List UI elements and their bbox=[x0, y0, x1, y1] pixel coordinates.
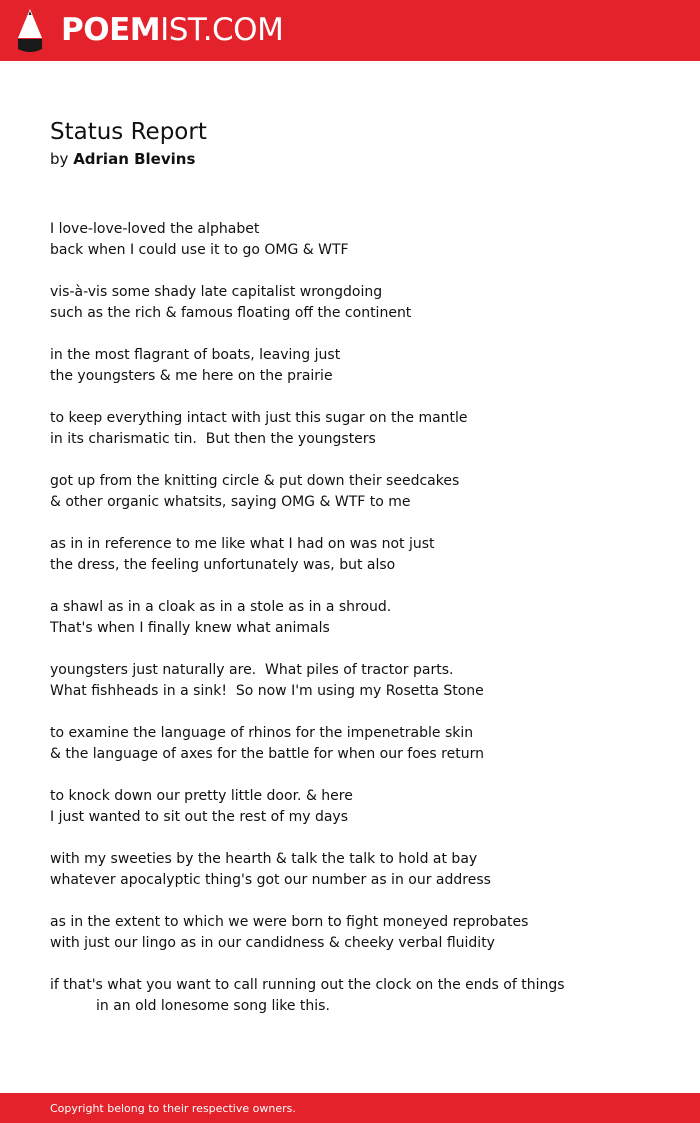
site-footer bbox=[0, 1093, 700, 1123]
poem-line: with my sweeties by the hearth & talk the talk to hold at bay bbox=[50, 851, 478, 867]
poem-line: youngsters just naturally are. What piles of tractor parts. bbox=[50, 662, 454, 678]
by-label: by bbox=[50, 150, 69, 168]
stanza bbox=[50, 471, 670, 513]
poem-body bbox=[50, 219, 670, 1038]
poem-line: whatever apocalyptic thing's got our number as in our address bbox=[50, 872, 491, 888]
site-logo[interactable] bbox=[61, 11, 283, 49]
logo-text-light: IST.COM bbox=[160, 12, 284, 48]
site-header bbox=[0, 0, 700, 61]
stanza bbox=[50, 912, 670, 954]
poem-line: if that's what you want to call running out the clock on the ends of things bbox=[50, 977, 565, 993]
logo-text-bold: POEM bbox=[61, 12, 161, 48]
poem-line: back when I could use it to go OMG & WTF bbox=[50, 242, 349, 258]
stanza bbox=[50, 408, 670, 450]
poem-line: to examine the language of rhinos for the impenetrable skin bbox=[50, 725, 474, 741]
poem-line: a shawl as in a cloak as in a stole as in a shroud. bbox=[50, 599, 392, 615]
author-name: Adrian Blevins bbox=[73, 150, 196, 168]
poem-line: vis-à-vis some shady late capitalist wrongdoing bbox=[50, 284, 383, 300]
poem-line: as in the extent to which we were born to fight moneyed reprobates bbox=[50, 914, 529, 930]
poem-line: in its charismatic tin. But then the youngsters bbox=[50, 431, 376, 447]
poem-line: I just wanted to sit out the rest of my days bbox=[50, 809, 349, 825]
poem-line: in the most flagrant of boats, leaving just bbox=[50, 347, 341, 363]
poem-line: with just our lingo as in our candidness & cheeky verbal fluidity bbox=[50, 935, 495, 951]
poem-line: the youngsters & me here on the prairie bbox=[50, 368, 333, 384]
stanza bbox=[50, 723, 670, 765]
poem-line: in an old lonesome song like this. bbox=[96, 998, 330, 1014]
poem-line: to keep everything intact with just this sugar on the mantle bbox=[50, 410, 468, 426]
stanza bbox=[50, 597, 670, 639]
poem-line: such as the rich & famous floating off the continent bbox=[50, 305, 412, 321]
poem-line: That's when I finally knew what animals bbox=[50, 620, 330, 636]
poem-title: Status Report bbox=[50, 119, 207, 145]
stanza bbox=[50, 282, 670, 324]
poem-line: What fishheads in a sink! So now I'm using my Rosetta Stone bbox=[50, 683, 484, 699]
stanza bbox=[50, 786, 670, 828]
poem-line: I love-love-loved the alphabet bbox=[50, 221, 260, 237]
poem-line: the dress, the feeling unfortunately was, but also bbox=[50, 557, 396, 573]
poem-line: to knock down our pretty little door. & here bbox=[50, 788, 353, 804]
stanza bbox=[50, 219, 670, 261]
poem-line: as in in reference to me like what I had on was not just bbox=[50, 536, 435, 552]
poem-line: got up from the knitting circle & put down their seedcakes bbox=[50, 473, 460, 489]
stanza bbox=[50, 849, 670, 891]
stanza bbox=[50, 975, 670, 1017]
poem-line: & the language of axes for the battle for when our foes return bbox=[50, 746, 484, 762]
stanza bbox=[50, 345, 670, 387]
pencil-logo-icon[interactable] bbox=[17, 9, 43, 52]
stanza bbox=[50, 660, 670, 702]
stanza bbox=[50, 534, 670, 576]
byline bbox=[50, 149, 195, 169]
copyright-notice: Copyright belong to their respective owners. bbox=[50, 1102, 296, 1115]
poem-line: & other organic whatsits, saying OMG & WTF to me bbox=[50, 494, 411, 510]
